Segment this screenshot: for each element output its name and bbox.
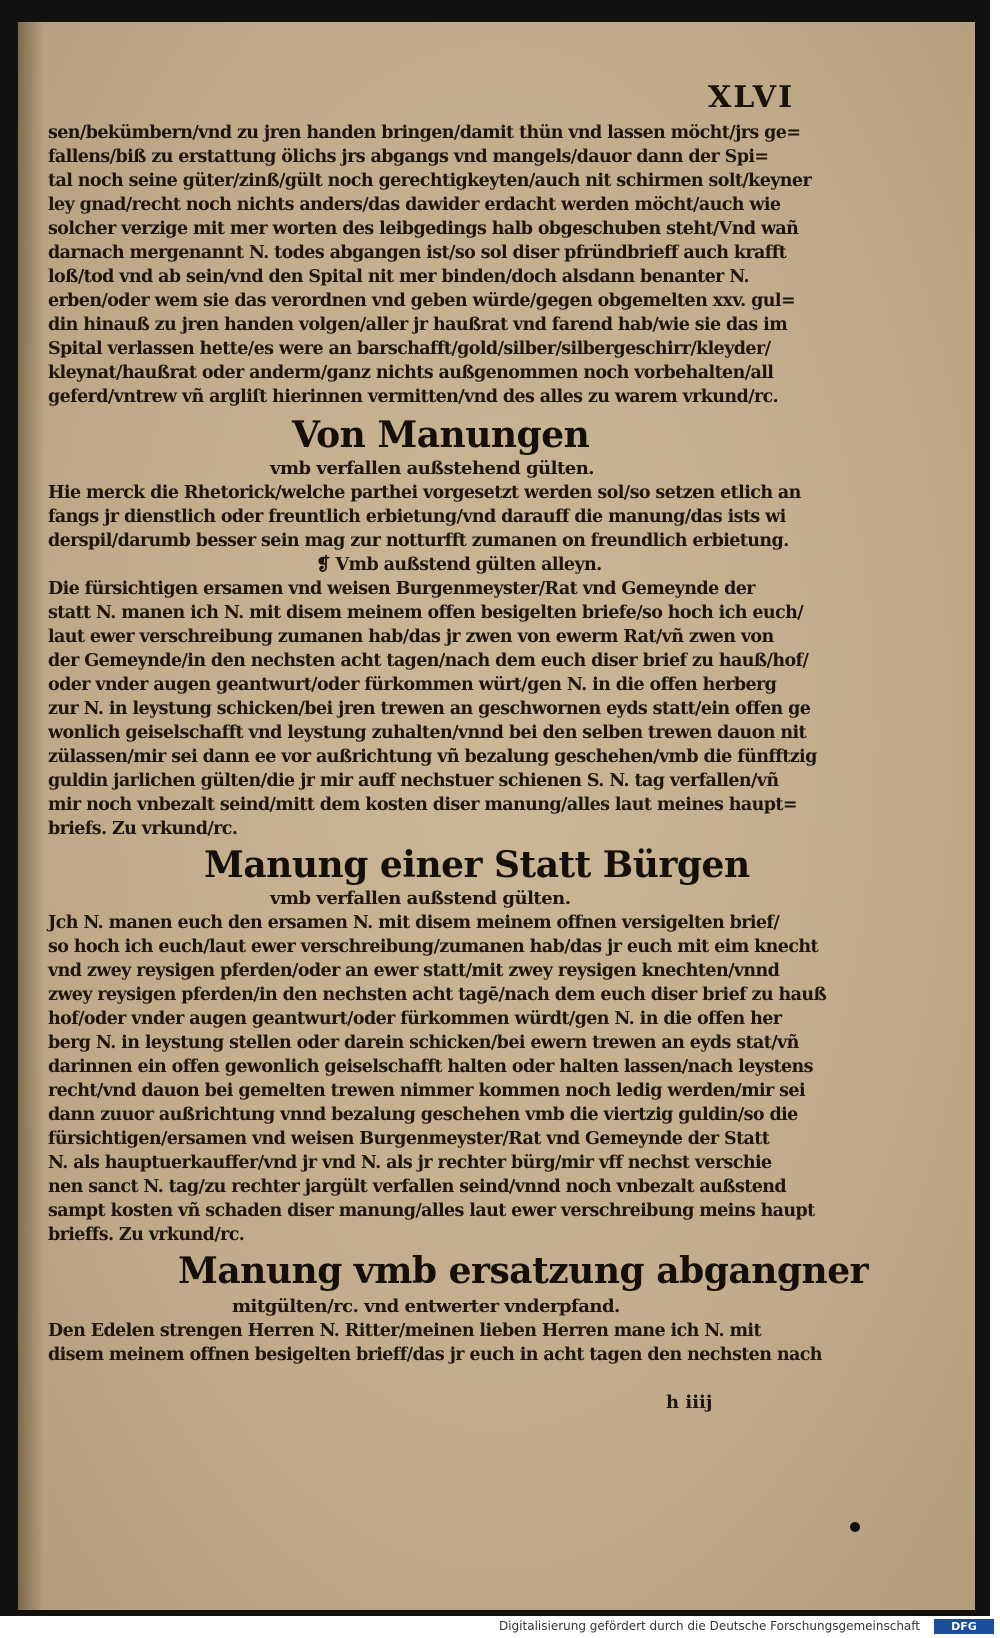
text-line: zülassen/mir sei dann ee vor außrichtung vñ bezalung geschehen/vmb die fünfftzig (48, 747, 817, 767)
text-line: N. als hauptuerkauffer/vnd jr vnd N. als jr rechter bürg/mir vff nechst verschie (48, 1153, 772, 1173)
signature-mark: h iiij (666, 1392, 713, 1413)
text-line: sampt kosten vñ schaden diser manung/alles laut ewer verschreibung meins haupt (48, 1201, 815, 1221)
text-line: zwey reysigen pferden/in den nechsten acht tagē/nach dem euch diser brief zu hauß (48, 985, 827, 1005)
text-line: erben/oder wem sie das verordnen vnd geben würde/gegen obgemelten xxv. gul= (48, 291, 796, 311)
text-line: Die fürsichtigen ersamen vnd weisen Burgenmeyster/Rat vnd Gemeynde der (48, 579, 755, 599)
text-line: der Gemeynde/in den nechsten acht tagen/nach dem euch diser brief zu hauß/hof/ (48, 651, 809, 671)
text-line: brieffs. Zu vrkund/rc. (48, 1225, 245, 1245)
rubric-line: ❡ Vmb außstend gülten alleyn. (316, 555, 602, 575)
text-line: Jch N. manen euch den ersamen N. mit disem meinem offnen versigelten brief/ (48, 913, 780, 933)
text-line: loß/tod vnd ab sein/vnd den Spital nit mer binden/doch alsdann benanter N. (48, 267, 750, 287)
text-line: darnach mergenannt N. todes abgangen ist/so sol diser pfründbrieff auch krafft (48, 243, 787, 263)
book-page (18, 22, 975, 1610)
dfg-logo: DFG (934, 1619, 994, 1634)
section-heading: Manung einer Statt Bürgen (204, 844, 750, 886)
ink-dot (850, 1522, 860, 1532)
text-line: derspil/darumb besser sein mag zur notturfft zumanen on freundlich erbietung. (48, 531, 789, 551)
text-line: fangs jr dienstlich oder freuntlich erbietung/vnd darauff die manung/das ists wi (48, 507, 786, 527)
text-line: oder vnder augen geantwurt/oder fürkommen würt/gen N. in die offen herberg (48, 675, 777, 695)
text-line: Hie merck die Rhetorick/welche parthei vorgesetzt werden sol/so setzen etlich an (48, 483, 801, 503)
funding-notice: Digitalisierung gefördert durch die Deutsche Forschungsgemeinschaft (498, 1619, 920, 1633)
text-line: statt N. manen ich N. mit disem meinem offen besigelten briefe/so hoch ich euch/ (48, 603, 804, 623)
text-line: darinnen ein offen gewonlich geiselschafft halten oder halten lassen/nach leystens (48, 1057, 813, 1077)
text-line: tal noch seine güter/zinß/gült noch gerechtigkeyten/auch nit schirmen solt/keyner (48, 171, 812, 191)
text-line: din hinauß zu jren handen volgen/aller jr haußrat vnd farend hab/wie sie das im (48, 315, 788, 335)
text-line: fürsichtigen/ersamen vnd weisen Burgenmeyster/Rat vnd Gemeynde der Statt (48, 1129, 770, 1149)
text-line: mir noch vnbezalt seind/mitt dem kosten diser manung/alles laut meines haupt= (48, 795, 797, 815)
text-line: vnd zwey reysigen pferden/oder an ewer statt/mit zwey reysigen knechten/vnnd (48, 961, 780, 981)
text-line: fallens/biß zu erstattung ölichs jrs abgangs vnd mangels/dauor dann der Spi= (48, 147, 769, 167)
section-heading: Manung vmb ersatzung abgangner (178, 1250, 869, 1292)
footer-bar (0, 1616, 1000, 1638)
text-line: dann zuuor außrichtung vnnd bezalung geschehen vmb die viertzig guldin/so die (48, 1105, 798, 1125)
section-subheading: vmb verfallen außstehend gülten. (270, 458, 595, 479)
text-line: Den Edelen strengen Herren N. Ritter/meinen lieben Herren mane ich N. mit (48, 1321, 761, 1341)
text-line: Spital verlassen hette/es were an barschafft/gold/silber/silbergeschirr/kleyder/ (48, 339, 771, 359)
text-line: wonlich geiselschafft vnd leystung zuhalten/vnnd bei den selben trewen dauon nit (48, 723, 807, 743)
text-line: guldin jarlichen gülten/die jr mir auff nechstuer schienen S. N. tag verfallen/vñ (48, 771, 779, 791)
text-line: recht/vnd dauon bei gemelten trewen nimmer kommen noch ledig werden/mir sei (48, 1081, 805, 1101)
text-line: berg N. in leystung stellen oder darein schicken/bei ewern trewen an eyds stat/vñ (48, 1033, 799, 1053)
text-line: hof/oder vnder augen geantwurt/oder fürkommen würdt/gen N. in die offen her (48, 1009, 782, 1029)
text-line: sen/bekümbern/vnd zu jren handen bringen/damit thün vnd lassen möcht/jrs ge= (48, 123, 801, 143)
text-line: briefs. Zu vrkund/rc. (48, 819, 238, 839)
section-heading: Von Manungen (292, 414, 590, 456)
text-line: solcher verzige mit mer worten des leibgedings halb obgeschuben steht/Vnd wañ (48, 219, 799, 239)
text-line: zur N. in leystung schicken/bei jren trewen an geschwornen eyds statt/ein offen ge (48, 699, 811, 719)
text-line: geferd/vntrew vñ argliſt hierinnen vermitten/vnd des alles zu warem vrkund/rc. (48, 387, 779, 407)
text-line: ley gnad/recht noch nichts anders/das dawider erdacht werden möcht/auch wie (48, 195, 781, 215)
section-subheading: vmb verfallen außstend gülten. (270, 888, 571, 909)
gutter-shadow (18, 22, 44, 1610)
text-line: kleynat/haußrat oder anderm/ganz nichts außgenommen noch vorbehalten/all (48, 363, 774, 383)
text-line: so hoch ich euch/laut ewer verschreibung/zumanen hab/das jr euch mit eim knecht (48, 937, 818, 957)
text-line: nen sanct N. tag/zu rechter jargült verfallen seind/vnnd noch vnbezalt außstend (48, 1177, 787, 1197)
section-subheading: mitgülten/rc. vnd entwerter vnderpfand. (232, 1296, 620, 1317)
folio-number: XLVI (708, 80, 795, 115)
text-line: laut ewer verschreibung zumanen hab/das jr zwen von ewerm Rat/vñ zwen von (48, 627, 774, 647)
text-line: disem meinem offnen besigelten brieff/das jr euch in acht tagen den nechsten nach (48, 1345, 822, 1365)
